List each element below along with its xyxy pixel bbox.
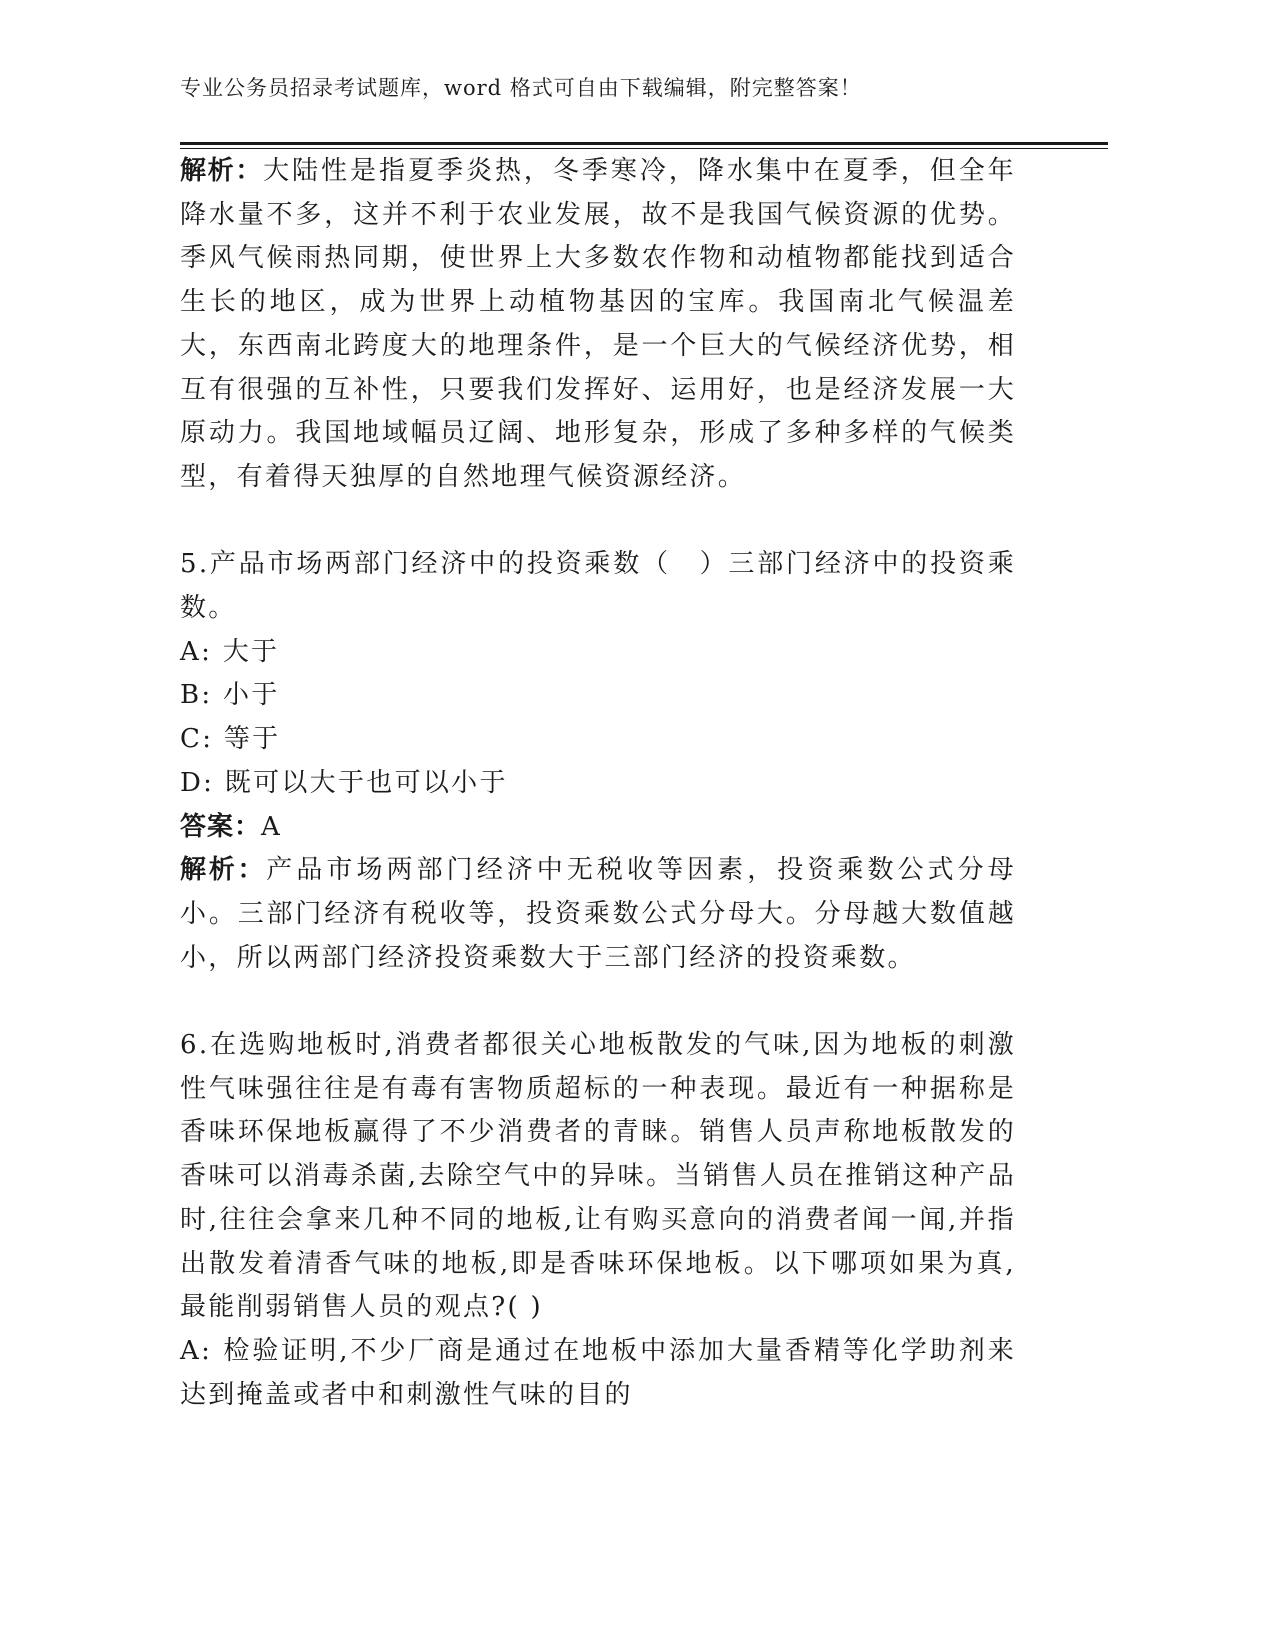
analysis-text: 大陆性是指夏季炎热，冬季寒冷，降水集中在夏季，但全年降水量不多，这并不利于农业发展，故不是我国气候资源的优势。季风气候雨热同期，使世界上大多数农作物和动植物都能找到适合生长的地区，成为世界上动植物基因的宝库。我国南北气候温差大，东西南北跨度大的地理条件，是一个巨大的气候经济优势，相互有很强的互补性，只要我们发挥好、运用好，也是经济发展一大原动力。我国地域幅员辽阔、地形复杂，形成了多种多样的气候类型，有着得天独厚的自然地理气候资源经济。 [180,156,1016,492]
question-5-option-d: D: 既可以大于也可以小于 [180,767,508,798]
spacer [180,980,1016,1024]
answer-value: A [261,811,283,842]
question-6-option-a: A: 检验证明,不少厂商是通过在地板中添加大量香精等化学助剂来达到掩盖或者中和刺激性气味的目的 [180,1335,1016,1410]
header-rule-thin [180,148,1108,149]
analysis-label: 解析： [180,855,267,886]
spacer [180,500,1016,544]
header-rule-thick [180,142,1108,145]
prev-analysis [180,150,1016,500]
question-5-answer [180,806,1016,850]
question-5-option-a: A: 大于 [180,636,280,667]
page-header: 专业公务员招录考试题库，word 格式可自由下载编辑，附完整答案！ [180,76,862,100]
analysis-text: 产品市场两部门经济中无税收等因素，投资乘数公式分母小。三部门经济有税收等，投资乘数公式分母大。分母越大数值越小，所以两部门经济投资乘数大于三部门经济的投资乘数。 [180,855,1016,973]
document-body [180,150,1016,1417]
answer-label: 答案： [180,811,262,842]
analysis-label: 解析： [180,156,264,186]
question-5-stem: 5.产品市场两部门经济中的投资乘数（ ）三部门经济中的投资乘数。 [180,549,1016,624]
question-5-analysis [180,849,1016,980]
question-6-stem: 6.在选购地板时,消费者都很关心地板散发的气味,因为地板的刺激性气味强往往是有毒有害物质超标的一种表现。最近有一种据称是香味环保地板赢得了不少消费者的青睐。销售人员声称地板散发的香味可以消毒杀菌,去除空气中的异味。当销售人员在推销这种产品时,往往会拿来几种不同的地板,让有购买意向的消费者闻一闻,并指出散发着清香气味的地板,即是香味环保地板。以下哪项如果为真,最能削弱销售人员的观点?( ) [180,1030,1016,1323]
question-5-option-b: B: 小于 [180,680,280,711]
question-5-option-c: C: 等于 [180,724,281,755]
